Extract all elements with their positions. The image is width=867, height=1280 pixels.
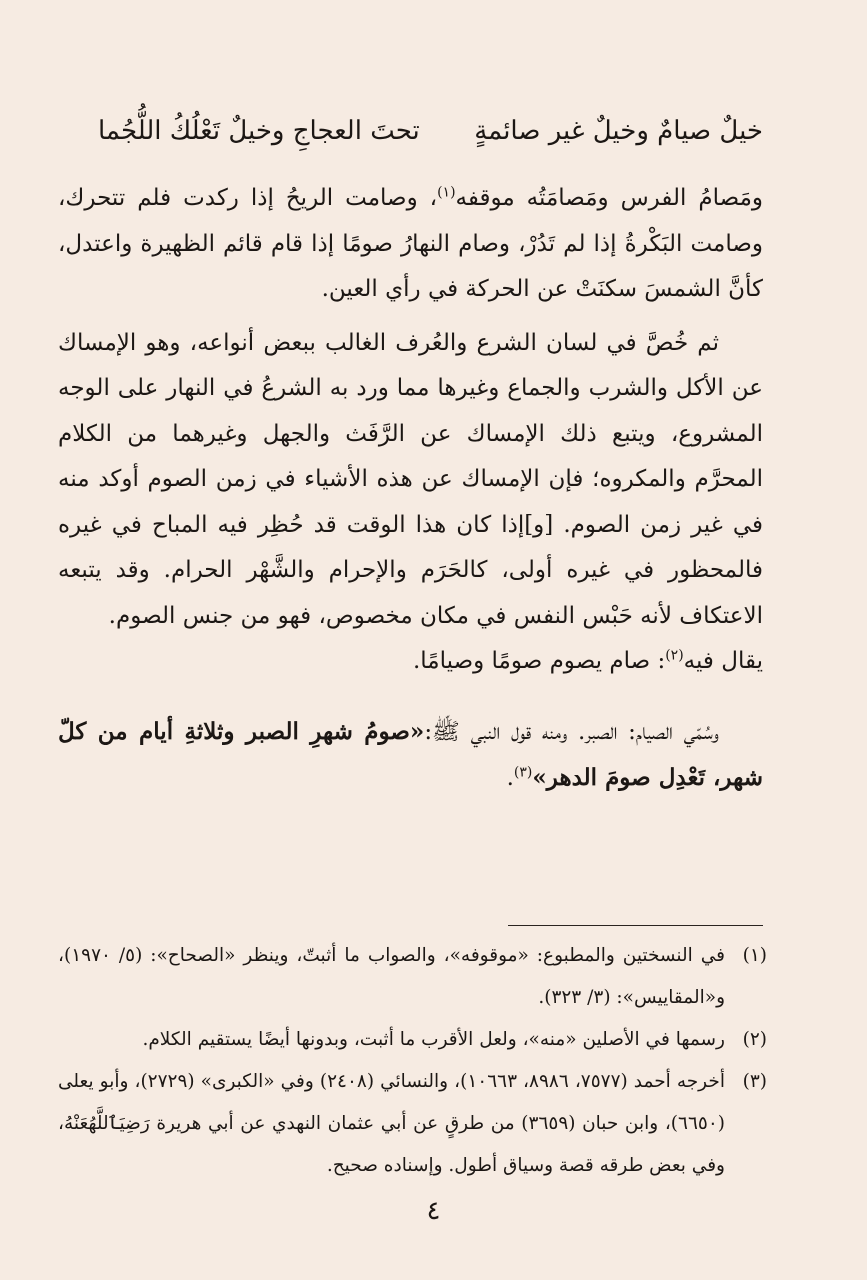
poem-verse (98, 108, 763, 154)
footnote-ref-3: (٣) (513, 764, 533, 781)
paragraph-1-text-cont: ، وصامت الريحُ إذا ركدت فلم تتحرك، وصامت البَكْرةُ إذا لم تَدُرْ، وصام النهارُ صومًا إذا قام قائم الظهيرة واعتدل، كأنَّ الشمسَ سكنَتْ عن الحركة في رأي العين. (58, 185, 763, 302)
main-text (58, 176, 763, 802)
page-number: ٤ (426, 1196, 441, 1226)
footnote-text: رسمها في الأصلين «منه»، ولعل الأقرب ما أثبت، وبدونها أيضًا يستقيم الكلام. (142, 1029, 725, 1050)
paragraph-4-end: . (506, 765, 514, 791)
footnote-3 (58, 1061, 767, 1187)
hadith-quote: «صومُ شهرِ الصبر وثلاثةِ أيام من كلّ شهر، تَعْدِل صومَ الدهر» (58, 717, 763, 791)
paragraph-4 (58, 709, 763, 802)
footnote-ref-2: (٢) (665, 647, 684, 664)
footnote-number: (٢) (742, 1029, 767, 1050)
paragraph-1-text: ومَصامُ الفرس ومَصامَتُه موقفه (455, 185, 763, 211)
footnotes (58, 935, 767, 1187)
paragraph-2: ثم خُصَّ في لسان الشرع والعُرف الغالب ببعض أنواعه، وهو الإمساك عن الأكل والشرب والجماع وغيرها مما ورد به الشرعُ في النهار على الوجه المشروع، ويتبع ذلك الإمساك عن الرَّفَث والجهل وغيرهما من الكلام المحرَّم والمكروه؛ فإن الإمساك عن هذه الأشياء في زمن الصوم أوكد منه في غير زمن الصوم. [و]إذا كان هذا الوقت قد حُظِر فيه المباح في غيره فالمحظور في غيره أولى، كالحَرَم والإحرام والشَّهْر الحرام. وقد يتبعه الاعتكاف لأنه حَبْس النفس في مكان مخصوص، فهو من جنس الصوم. (58, 329, 763, 629)
paragraph-3-text-cont: : صام يصوم صومًا وصيامًا. (412, 648, 666, 674)
paragraph-4-text: وسُمّي الصيام: الصبر. ومنه قول النبي ﷺ: (424, 718, 719, 745)
footnote-number: (٣) (742, 1071, 767, 1092)
footnote-ref-1: (١) (437, 184, 456, 201)
paragraph-3 (58, 639, 763, 685)
poem-hemistich-first: خيلٌ صيامٌ وخيلٌ غير صائمةٍ (474, 116, 763, 146)
footnote-divider (508, 925, 763, 926)
poem-hemistich-second: تحتَ العجاجِ وخيلٌ تَعْلُكُ اللُّجُما (98, 116, 420, 146)
footnote-1 (58, 935, 767, 1019)
footnote-text: في النسختين والمطبوع: «موقوفه»، والصواب ما أثبتّ، وينظر «الصحاح»: (٥/ ١٩٧٠)، و«المقاييس»: (٣/ ٣٢٣). (58, 945, 725, 1008)
footnote-number: (١) (742, 945, 767, 966)
footnote-text: أخرجه أحمد (٧٥٧٧، ٨٩٨٦، ١٠٦٦٣)، والنسائي (٢٤٠٨) وفي «الكبرى» (٢٧٢٩)، وأبو يعلى (٦٦٥٠)، وابن حبان (٣٦٥٩) من طرقٍ عن أبي عثمان النهدي عن أبي هريرة رَضِيَٱللَّهُعَنْهُ، وفي بعض طرقه قصة وسياق أطول. وإسناده صحيح. (58, 1071, 725, 1176)
footnote-2 (58, 1019, 767, 1061)
paragraph-1 (58, 176, 763, 313)
paragraph-3-text: يقال فيه (683, 648, 763, 674)
